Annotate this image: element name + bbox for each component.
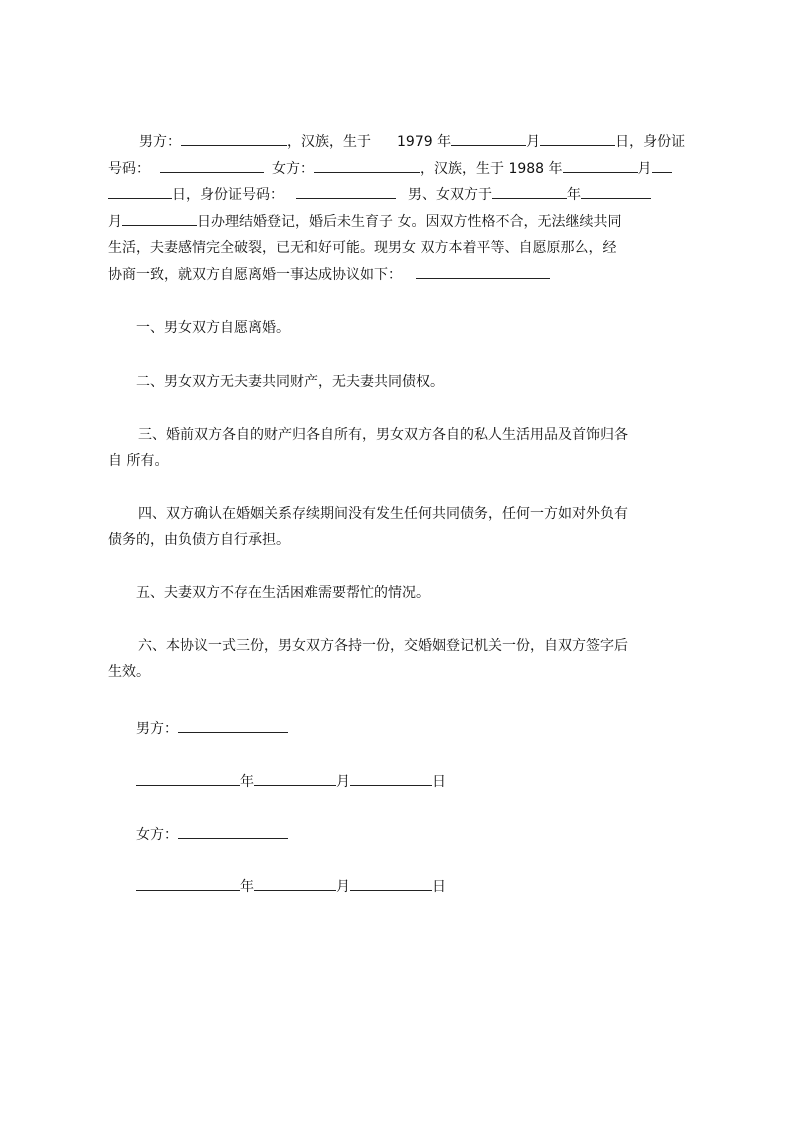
clause-1: 一、男女双方自愿离婚。 (136, 320, 290, 336)
clause-4: 四、双方确认在婚姻关系存续期间没有发生任何共同债务，任何一方如对外负有 债务的，由负债方自行承担。 (108, 506, 628, 548)
male-signature-label: 男方： (136, 721, 178, 737)
intro-line-1: 男方： ，汉族，生于 1979 年 月 日，身份证 (108, 129, 700, 156)
female-birth-day-blank-start[interactable] (652, 158, 672, 173)
intro-line-3: 日，身份证号码： 男、女双方于 年 (108, 182, 700, 209)
female-signature-blank[interactable] (178, 824, 288, 839)
female-birth-month-blank[interactable] (563, 158, 638, 173)
female-date-day-blank[interactable] (350, 876, 432, 891)
female-label: 女方： (272, 160, 314, 177)
male-label: 男方： (139, 134, 181, 150)
female-signature-row (136, 824, 288, 845)
clause-2: 二、男女双方无夫妻共同财产，无夫妻共同债权。 (136, 374, 444, 390)
female-date-year-blank[interactable] (136, 876, 240, 891)
clause-5: 五、夫妻双方不存在生活困难需要帮忙的情况。 (136, 585, 430, 601)
male-birth-month-blank[interactable] (451, 131, 526, 146)
intro-paragraph (108, 129, 700, 288)
intro-line-6: 协商一致，就双方自愿离婚一事达成协议如下： (108, 262, 700, 289)
female-date-row: 年 月 日 (136, 876, 446, 897)
male-name-blank[interactable] (181, 131, 287, 146)
intro-line-2: 号码： 女方： ，汉族，生于 1988 年 月 (108, 156, 700, 183)
male-signature-blank[interactable] (178, 718, 288, 733)
clause-6: 六、本协议一式三份，男女双方各持一份，交婚姻登记机关一份，自双方签字后 生效。 (108, 638, 628, 680)
clause-3: 三、婚前双方各自的财产归各自所有，男女双方各自的私人生活用品及首饰归各 自 所有。 (108, 427, 628, 469)
male-date-day-blank[interactable] (350, 771, 432, 786)
male-date-row: 年 月 日 (136, 771, 446, 792)
female-signature-label: 女方： (136, 827, 178, 843)
male-date-month-blank[interactable] (254, 771, 336, 786)
marriage-day-blank[interactable] (122, 211, 197, 226)
marriage-year-blank[interactable] (492, 184, 567, 199)
male-date-year-blank[interactable] (136, 771, 240, 786)
intro-line-4: 月 日办理结婚登记，婚后未生育子 女。因双方性格不合，无法继续共同 (108, 209, 700, 236)
female-id-blank[interactable] (296, 184, 396, 199)
male-id-blank[interactable] (160, 158, 264, 173)
female-date-month-blank[interactable] (254, 876, 336, 891)
agreement-blank[interactable] (416, 264, 550, 279)
female-name-blank[interactable] (314, 158, 420, 173)
female-birth-day-blank-end[interactable] (108, 184, 172, 199)
marriage-month-blank-start[interactable] (581, 184, 651, 199)
male-birth-day-blank[interactable] (540, 131, 615, 146)
male-signature-row (136, 718, 288, 739)
intro-line-5: 生活，夫妻感情完全破裂，已无和好可能。现男女 双方本着平等、自愿原那么，经 (108, 240, 617, 256)
